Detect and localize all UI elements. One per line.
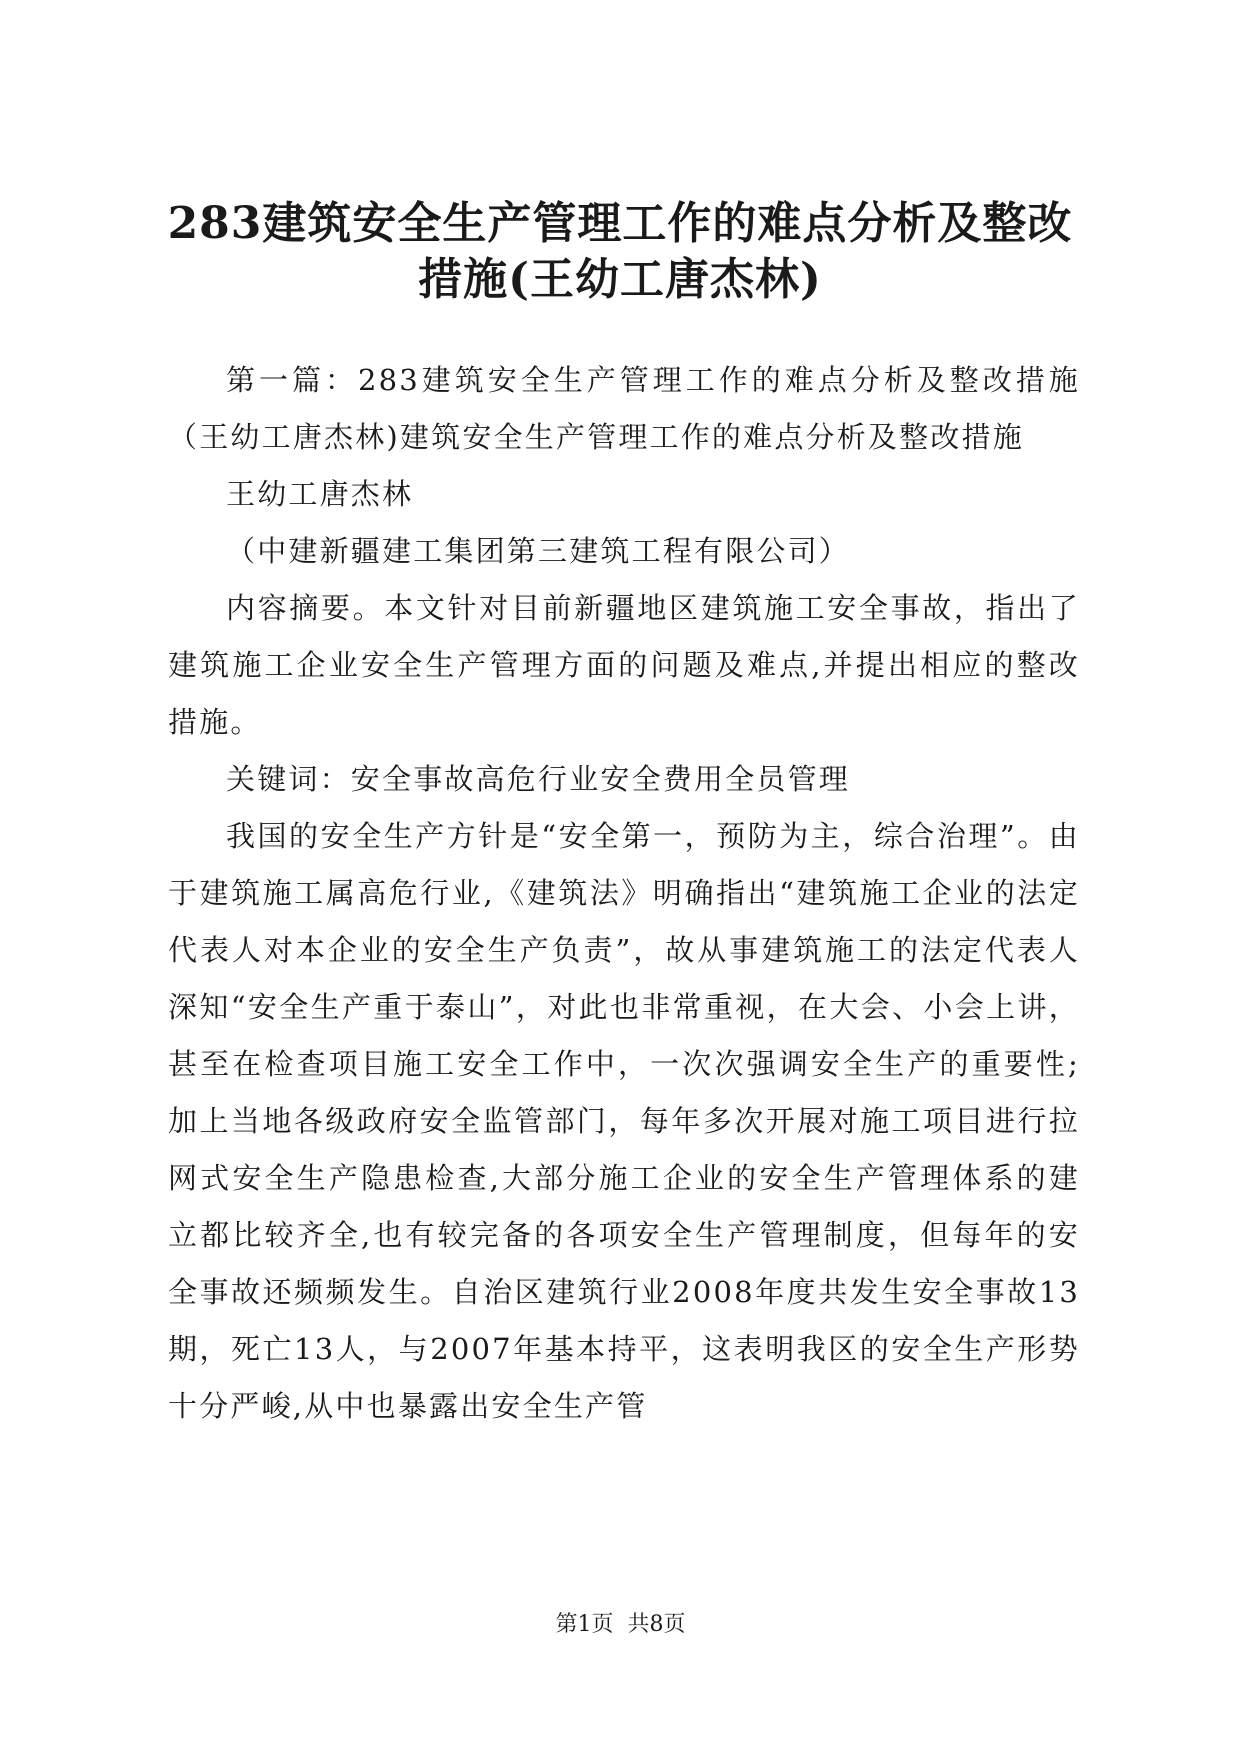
page-total: 共8页 xyxy=(627,1612,686,1637)
paragraph-authors: 王幼工唐杰林 xyxy=(226,477,414,511)
paragraph-main: 我国的安全生产方针是“安全第一，预防为主，综合治理”。由于建筑施工属高危行业,《建筑法》明确指出“建筑施工企业的法定代表人对本企业的安全生产负责”，故从事建筑施工的法定代表人深知“安全生产重于泰山”，对此也非常重视，在大会、小会上讲，甚至在检查项目施工安全工作中，一次次强调安全生产的重要性;加上当地各级政府安全监管部门，每年多次开展对施工项目进行拉网式安全生产隐患检查,大部分施工企业的安全生产管理体系的建立都比较齐全,也有较完备的各项安全生产管理制度，但每年的安全事故还频频发生。自治区建筑行业2008年度共发生安全事故13期，死亡13人，与2007年基本持平，这表明我区的安全生产形势十分严峻,从中也暴露出安全生产管 xyxy=(168,819,1080,1423)
page-footer xyxy=(0,1610,1241,1640)
paragraph-keywords: 关键词：安全事故高危行业安全费用全员管理 xyxy=(226,762,851,796)
paragraph-affiliation: （中建新疆建工集团第三建筑工程有限公司） xyxy=(226,534,851,568)
paragraph-abstract: 内容摘要。本文针对目前新疆地区建筑施工安全事故，指出了建筑施工企业安全生产管理方面的问题及难点,并提出相应的整改措施。 xyxy=(168,591,1080,739)
paragraph-intro: 第一篇：283建筑安全生产管理工作的难点分析及整改措施（王幼工唐杰林)建筑安全生产管理工作的难点分析及整改措施 xyxy=(168,363,1080,454)
document-title: 283建筑安全生产管理工作的难点分析及整改措施(王幼工唐杰林) xyxy=(167,198,1073,305)
document-body xyxy=(168,352,1080,1435)
page-number: 第1页 xyxy=(555,1612,614,1637)
